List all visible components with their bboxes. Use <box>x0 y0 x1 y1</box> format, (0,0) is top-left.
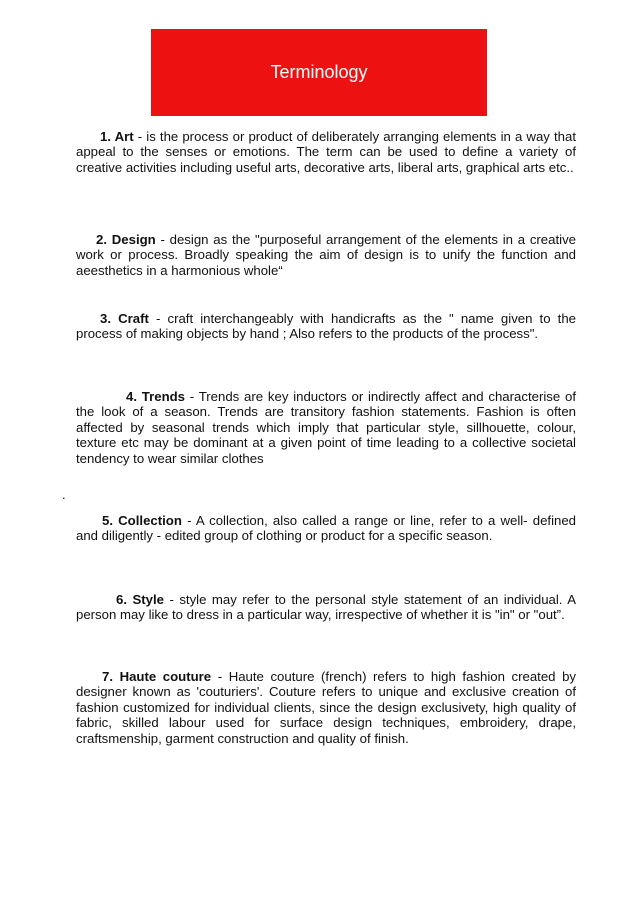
term-definition: - Trends are key inductors or indirectly affect and characterise of the look of a season. Trends are transitory fashion statements. Fashion is often affected by seasonal trends which imply that particular style, sillhouette, colour, texture etc may be dominant at a given point of time leading to a collective societal tendency to wear similar clothes <box>76 389 576 466</box>
term-craft <box>76 311 576 342</box>
term-heading: 1. Art <box>100 129 134 144</box>
term-heading: 7. Haute couture <box>102 669 212 684</box>
term-design <box>76 232 576 278</box>
term-trends <box>76 389 576 466</box>
term-definition: - is the process or product of deliberately arranging elements in a way that appeal to the senses or emotions. The term can be used to define a variety of creative activities including useful arts, decorative arts, liberal arts, graphical arts etc.. <box>76 129 576 175</box>
term-definition: - design as the "purposeful arrangement of the elements in a creative work or process. Broadly speaking the aim of design is to unify the function and aeesthetics in a harmonious whole“ <box>76 232 576 278</box>
term-heading: 4. Trends <box>126 389 186 404</box>
term-definition: - style may refer to the personal style statement of an individual. A person may like to dress in a particular way, irrespective of whether it is "in" or "out”. <box>76 592 576 623</box>
term-definition: - craft interchangeably with handicrafts as the " name given to the process of making objects by hand ; Also refers to the products of the process". <box>76 311 576 342</box>
term-collection <box>76 513 576 544</box>
term-definition: - Haute couture (french) refers to high fashion created by designer known as 'couturiers'. Couture refers to unique and exclusive creation of fashion customized for individual clients, since the design exclusivety, high quality of fabric, skilled labour used for surface design techniques, embroidery, drape, craftsmenship, garment construction and quality of finish. <box>76 669 576 746</box>
term-definition: - A collection, also called a range or line, refer to a well- defined and diligently - edited group of clothing or product for a specific season. <box>76 513 576 544</box>
term-art <box>76 129 576 175</box>
term-heading: 3. Craft <box>100 311 149 326</box>
page-title: Terminology <box>270 62 368 82</box>
stray-dot: . <box>62 487 66 502</box>
term-heading: 6. Style <box>116 592 164 607</box>
term-heading: 5. Collection <box>102 513 182 528</box>
term-haute-couture <box>76 669 576 746</box>
term-heading: 2. Design <box>96 232 156 247</box>
term-style <box>76 592 576 623</box>
title-banner <box>151 29 487 116</box>
